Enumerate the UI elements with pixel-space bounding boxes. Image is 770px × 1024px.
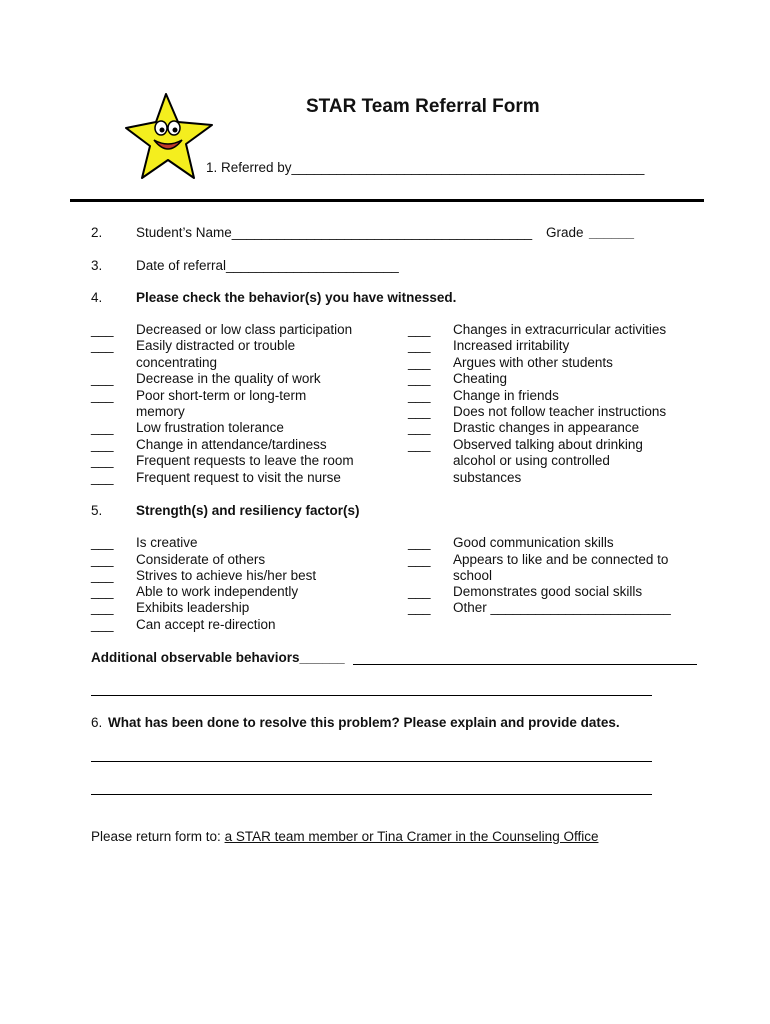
- behavior-item: Change in friends: [453, 388, 559, 403]
- section6-number: 6.: [91, 715, 103, 730]
- grade-label: Grade: [546, 225, 584, 240]
- behavior-item: Low frustration tolerance: [136, 420, 284, 435]
- checkbox-blank[interactable]: ___: [408, 584, 431, 599]
- strength-item: Strives to achieve his/her best: [136, 568, 317, 583]
- return-recipient: a STAR team member or Tina Cramer in the Counseling Office: [224, 829, 599, 844]
- checkbox-blank[interactable]: ___: [91, 617, 114, 632]
- star-mascot-icon: [124, 92, 216, 184]
- checkbox-blank[interactable]: ___: [91, 437, 114, 452]
- section5-number: 5.: [91, 503, 103, 518]
- behavior-item: Cheating: [453, 371, 508, 386]
- behavior-item: Decrease in the quality of work: [136, 371, 321, 386]
- behavior-item: Decreased or low class participation: [136, 322, 353, 337]
- behavior-item: Poor short-term or long-term: [136, 388, 307, 403]
- behavior-item: concentrating: [136, 355, 218, 370]
- strength-item: Demonstrates good social skills: [453, 584, 643, 599]
- strength-item: Exhibits leadership: [136, 600, 250, 615]
- checkbox-blank[interactable]: ___: [408, 388, 431, 403]
- behavior-item: Frequent requests to leave the room: [136, 453, 354, 468]
- strength-item: Able to work independently: [136, 584, 299, 599]
- additional-behaviors-line[interactable]: [353, 664, 697, 665]
- behavior-item: Increased irritability: [453, 338, 570, 353]
- checkbox-blank[interactable]: ___: [408, 552, 431, 567]
- strength-item: Good communication skills: [453, 535, 614, 550]
- checkbox-blank[interactable]: ___: [408, 600, 431, 615]
- strength-item: Considerate of others: [136, 552, 266, 567]
- return-instructions: [91, 829, 598, 844]
- resolution-line-1[interactable]: [91, 761, 652, 762]
- checkbox-blank[interactable]: ___: [91, 600, 114, 615]
- checkbox-blank[interactable]: ___: [91, 322, 114, 337]
- behavior-item: Does not follow teacher instructions: [453, 404, 667, 419]
- section4-heading: Please check the behavior(s) you have witnessed.: [136, 290, 457, 305]
- student-name-field[interactable]: Student’s Name________________________________________: [136, 225, 533, 240]
- student-number: 2.: [91, 225, 103, 240]
- section5-heading: Strength(s) and resiliency factor(s): [136, 503, 360, 518]
- checkbox-blank[interactable]: ___: [408, 322, 431, 337]
- date-number: 3.: [91, 258, 103, 273]
- section6-question: What has been done to resolve this problem? Please explain and provide dates.: [108, 715, 620, 730]
- checkbox-blank[interactable]: ___: [408, 404, 431, 419]
- page-title: STAR Team Referral Form: [306, 96, 540, 117]
- checkbox-blank[interactable]: ___: [408, 355, 431, 370]
- other-field[interactable]: Other ________________________: [453, 600, 671, 615]
- checkbox-blank[interactable]: ___: [91, 568, 114, 583]
- additional-behaviors-line-2[interactable]: [91, 695, 652, 696]
- grade-field[interactable]: ______: [589, 225, 635, 240]
- strength-item: Appears to like and be connected to: [453, 552, 669, 567]
- behavior-item: alcohol or using controlled: [453, 453, 610, 468]
- checkbox-blank[interactable]: ___: [91, 470, 114, 485]
- checkbox-blank[interactable]: ___: [91, 420, 114, 435]
- strength-item: Can accept re-direction: [136, 617, 276, 632]
- strength-item: Is creative: [136, 535, 198, 550]
- return-prefix: Please return form to:: [91, 829, 225, 844]
- behavior-item: Changes in extracurricular activities: [453, 322, 667, 337]
- checkbox-blank[interactable]: ___: [408, 420, 431, 435]
- behavior-item: substances: [453, 470, 522, 485]
- behavior-item: Frequent request to visit the nurse: [136, 470, 341, 485]
- behavior-item: memory: [136, 404, 185, 419]
- checkbox-blank[interactable]: ___: [91, 584, 114, 599]
- checkbox-blank[interactable]: ___: [91, 535, 114, 550]
- behavior-item: Easily distracted or trouble: [136, 338, 296, 353]
- checkbox-blank[interactable]: ___: [408, 535, 431, 550]
- referred-by-field[interactable]: 1. Referred by_______________________________________________: [206, 160, 645, 175]
- resolution-line-2[interactable]: [91, 794, 652, 795]
- behavior-item: Argues with other students: [453, 355, 613, 370]
- checkbox-blank[interactable]: ___: [408, 437, 431, 452]
- checkbox-blank[interactable]: ___: [408, 371, 431, 386]
- behavior-item: Change in attendance/tardiness: [136, 437, 327, 452]
- checkbox-blank[interactable]: ___: [91, 338, 114, 353]
- checkbox-blank[interactable]: ___: [408, 338, 431, 353]
- additional-behaviors-label: Additional observable behaviors______: [91, 650, 345, 665]
- behavior-item: Drastic changes in appearance: [453, 420, 640, 435]
- checkbox-blank[interactable]: ___: [91, 371, 114, 386]
- strength-item: school: [453, 568, 493, 583]
- behavior-item: Observed talking about drinking: [453, 437, 643, 452]
- section4-number: 4.: [91, 290, 103, 305]
- date-of-referral-field[interactable]: Date of referral_______________________: [136, 258, 399, 273]
- checkbox-blank[interactable]: ___: [91, 388, 114, 403]
- checkbox-blank[interactable]: ___: [91, 552, 114, 567]
- header-divider: [70, 199, 704, 202]
- checkbox-blank[interactable]: ___: [91, 453, 114, 468]
